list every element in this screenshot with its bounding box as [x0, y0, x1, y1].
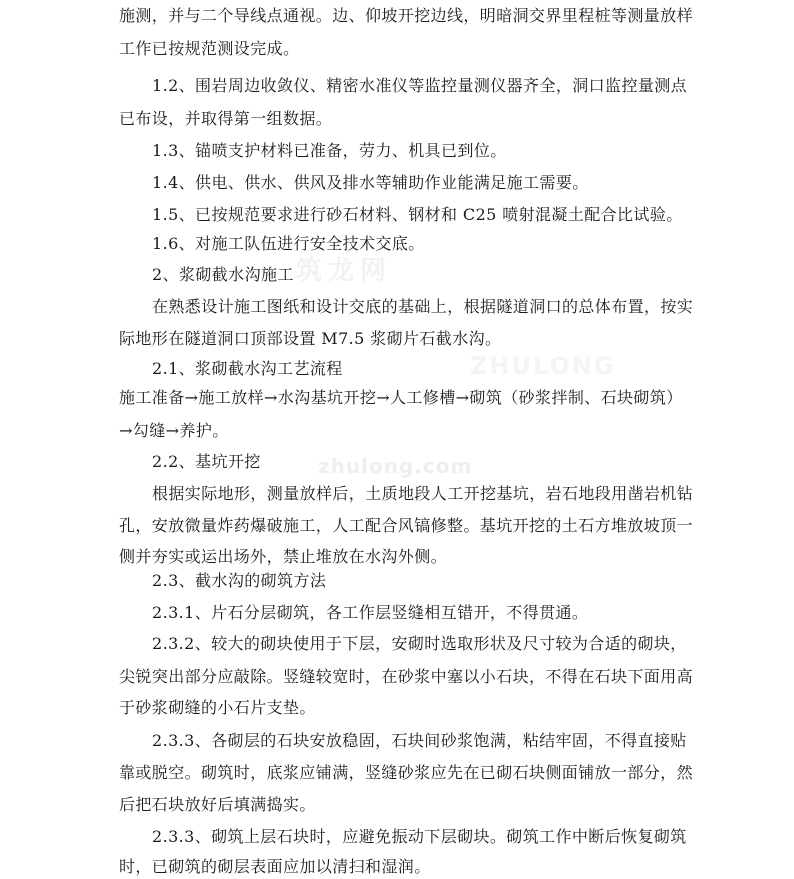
section-heading: 2.3、截水沟的砌筑方法	[152, 571, 327, 590]
text-line: 工作已按规范测设完成。	[119, 39, 300, 58]
text-line: 2.3.3、砌筑上层石块时，应避免振动下层砌块。砌筑工作中断后恢复砌筑	[152, 827, 687, 846]
text-line: 尖锐突出部分应敲除。竖缝较宽时，在砂浆中塞以小石块，不得在石块下面用高	[119, 667, 694, 686]
text-line: 根据实际地形，测量放样后，土质地段人工开挖基坑，岩石地段用凿岩机钻	[152, 484, 694, 503]
text-line: 1.2、围岩周边收敛仪、精密水准仪等监控量测仪器齐全，洞口监控量测点	[152, 76, 688, 95]
text-line: 已布设，并取得第一组数据。	[119, 109, 333, 128]
watermark-site: zhulong.com	[318, 454, 473, 478]
text-line: 孔，安放微量炸药爆破施工，人工配合风镐修整。基坑开挖的土石方堆放坡顶一	[119, 516, 694, 535]
text-line: 于砂浆砌缝的小石片支垫。	[119, 698, 316, 717]
text-line: 1.5、已按规范要求进行砂石材料、钢材和 C25 喷射混凝土配合比试验。	[152, 205, 683, 224]
section-heading: 2、浆砌截水沟施工	[152, 265, 294, 284]
text-line: 侧并夯实或运出场外，禁止堆放在水沟外侧。	[119, 547, 448, 566]
section-heading: 2.1、浆砌截水沟工艺流程	[152, 359, 343, 378]
text-line: 靠或脱空。砌筑时，底浆应铺满，竖缝砂浆应先在已砌石块侧面铺放一部分，然	[119, 763, 694, 782]
text-line: 2.3.2、较大的砌块使用于下层，安砌时选取形状及尺寸较为合适的砌块，	[152, 634, 687, 653]
text-line: 施测，并与二个导线点通视。边、仰坡开挖边线，明暗洞交界里程桩等测量放样	[119, 6, 694, 25]
text-line: 1.6、对施工队伍进行安全技术交底。	[152, 234, 425, 253]
text-line: 1.4、供电、供水、供风及排水等辅助作业能满足施工需要。	[152, 173, 589, 192]
text-line: 时，已砌筑的砌层表面应加以清扫和湿润。	[119, 857, 431, 876]
watermark-latin: ZHULONG	[470, 352, 616, 380]
text-line: 2.3.3、各砌层的石块安放稳固，石块间砂浆饱满，粘结牢固，不得直接贴	[152, 731, 687, 750]
text-line: →勾缝→养护。	[119, 421, 229, 440]
section-heading: 2.2、基坑开挖	[152, 452, 261, 471]
text-line: 2.3.1、片石分层砌筑，各工作层竖缝相互错开，不得贯通。	[152, 603, 589, 622]
text-line: 在熟悉设计施工图纸和设计交底的基础上，根据隧道洞口的总体布置，按实	[152, 297, 694, 316]
watermark-cn: 筑龙网	[296, 256, 393, 286]
text-line: 施工准备→施工放样→水沟基坑开挖→人工修槽→砌筑（砂浆拌制、石块砌筑）	[119, 388, 683, 407]
text-line: 1.3、锚喷支护材料已准备，劳力、机具已到位。	[152, 141, 507, 160]
text-line: 际地形在隧道洞口顶部设置 M7.5 浆砌片石截水沟。	[119, 329, 502, 348]
text-line: 后把石块放好后填满捣实。	[119, 795, 316, 814]
